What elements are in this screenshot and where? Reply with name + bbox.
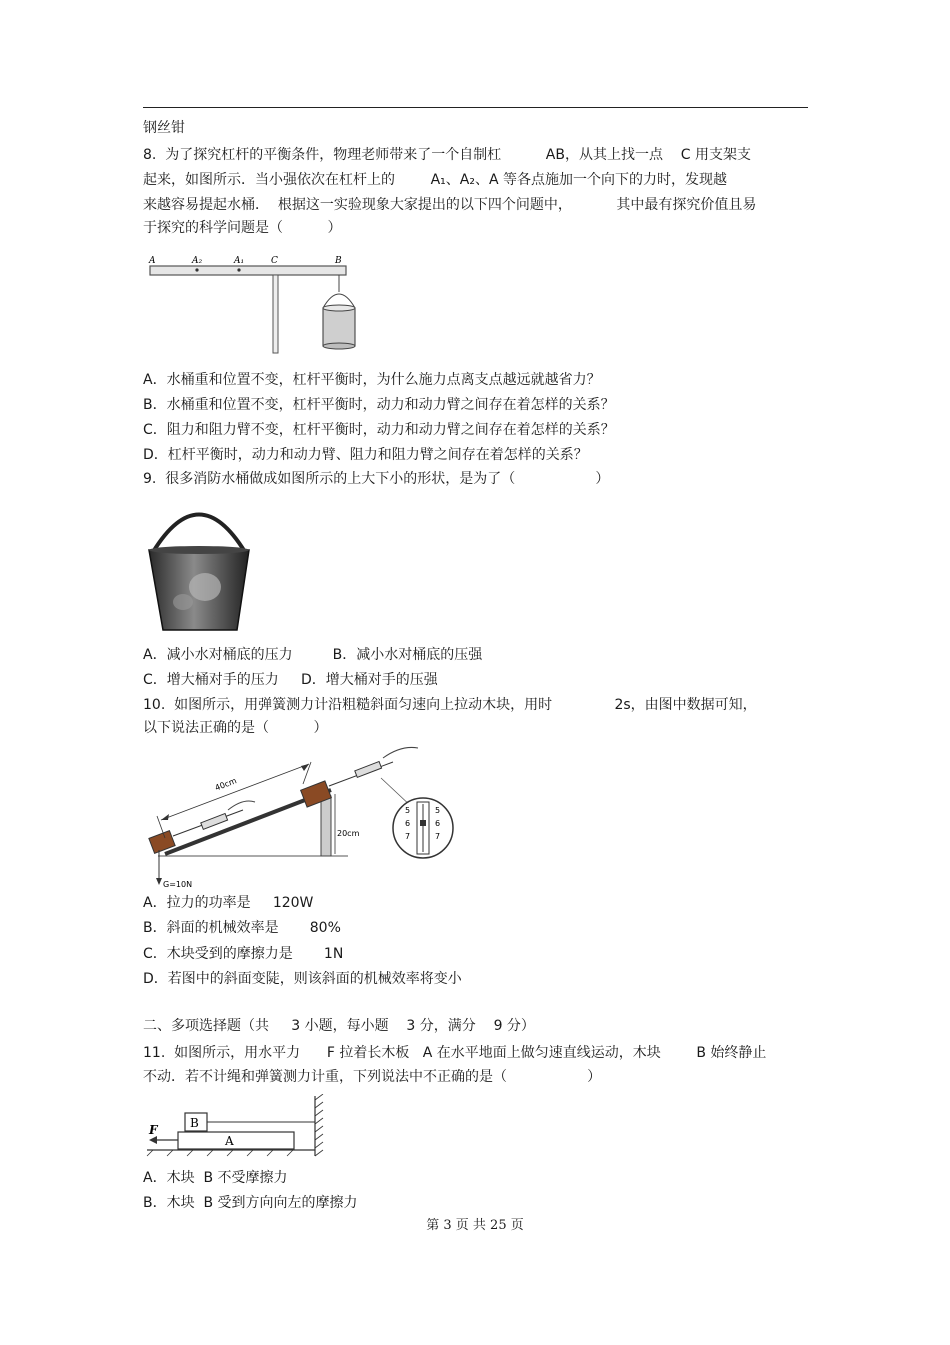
q11-line-2: 不动．若不计绳和弹簧测力计重，下列说法中不正确的是（ ）: [143, 1069, 602, 1085]
incline-figure: [143, 740, 463, 890]
label-force: F: [149, 1123, 158, 1137]
scale-left-7: 7: [405, 832, 411, 841]
label-b: B: [335, 256, 342, 266]
q9-options-line-1: A．减小水对桶底的压力 B．减小水对桶底的压强: [143, 647, 483, 663]
scale-left-6: 6: [405, 819, 411, 828]
q11-option-a: A．木块 B 不受摩擦力: [143, 1170, 288, 1186]
q10-line-1: 10. 如图所示，用弹簧测力计沿粗糙斜面匀速向上拉动木块，用时 2s，由图中数据可知，: [143, 697, 757, 713]
q8-line-3: 来越容易提起水桶． 根据这一实验现象大家提出的以下四个问题中， 其中最有探究价值且易: [143, 197, 757, 213]
q11-line-1: 11. 如图所示，用水平力 F 拉着长木板 A 在水平地面上做匀速直线运动，木块 B 始终静止: [143, 1045, 767, 1061]
label-a1: A₁: [234, 256, 245, 266]
q10-option-a: A．拉力的功率是 120W: [143, 895, 314, 911]
q11-option-b: B．木块 B 受到方向向左的摩擦力: [143, 1195, 358, 1211]
scale-right-6: 6: [435, 819, 441, 828]
q10-option-b: B．斜面的机械效率是 80%: [143, 920, 341, 936]
q8-option-a: A．水桶重和位置不变，杠杆平衡时，为什么施力点离支点越远就越省力？: [143, 372, 601, 388]
q8-option-d: D．杠杆平衡时，动力和动力臂、阻力和阻力臂之间存在着怎样的关系？: [143, 447, 588, 463]
scale-right-7: 7: [435, 832, 441, 841]
section-2-heading: 二、多项选择题（共 3 小题，每小题 3 分，满分 9 分）: [143, 1018, 535, 1034]
q9-stem: 9. 很多消防水桶做成如图所示的上大下小的形状，是为了（ ）: [143, 471, 610, 487]
q10-option-c: C．木块受到的摩擦力是 1N: [143, 946, 344, 962]
q8-line-1: 8. 为了探究杠杆的平衡条件，物理老师带来了一个自制杠 AB，从其上找一点 C 用支架支: [143, 147, 751, 163]
header-rule: [143, 107, 808, 108]
scale-right-5: 5: [435, 806, 441, 815]
q8-option-c: C．阻力和阻力臂不变，杠杆平衡时，动力和动力臂之间存在着怎样的关系？: [143, 422, 615, 438]
board-block-figure: [143, 1094, 333, 1160]
scale-left-5: 5: [405, 806, 411, 815]
q10-option-d: D．若图中的斜面变陡，则该斜面的机械效率将变小: [143, 971, 462, 987]
q8-line-2: 起来，如图所示．当小强依次在杠杆上的 A₁、A₂、A 等各点施加一个向下的力时，发现越: [143, 172, 728, 188]
lever-figure: [143, 250, 363, 360]
label-length: 40cm: [213, 776, 238, 793]
label-block: B: [190, 1116, 199, 1130]
page-footer: 第 3 页 共 25 页: [426, 1218, 524, 1233]
q9-options-line-2: C．增大桶对手的压力 D．增大桶对手的压强: [143, 672, 438, 688]
label-height: 20cm: [337, 829, 360, 838]
label-a: A: [149, 256, 156, 266]
label-weight: G=10N: [163, 880, 193, 889]
q8-line-4: 于探究的科学问题是（ ）: [143, 220, 342, 236]
label-c: C: [271, 256, 278, 266]
carry-over-text: 钢丝钳: [143, 120, 185, 136]
q8-option-b: B．水桶重和位置不变，杠杆平衡时，动力和动力臂之间存在着怎样的关系？: [143, 397, 615, 413]
label-a2: A₂: [192, 256, 203, 266]
q10-line-2: 以下说法正确的是（ ）: [143, 720, 328, 736]
label-board: A: [225, 1134, 234, 1148]
bucket-figure: [143, 492, 258, 637]
